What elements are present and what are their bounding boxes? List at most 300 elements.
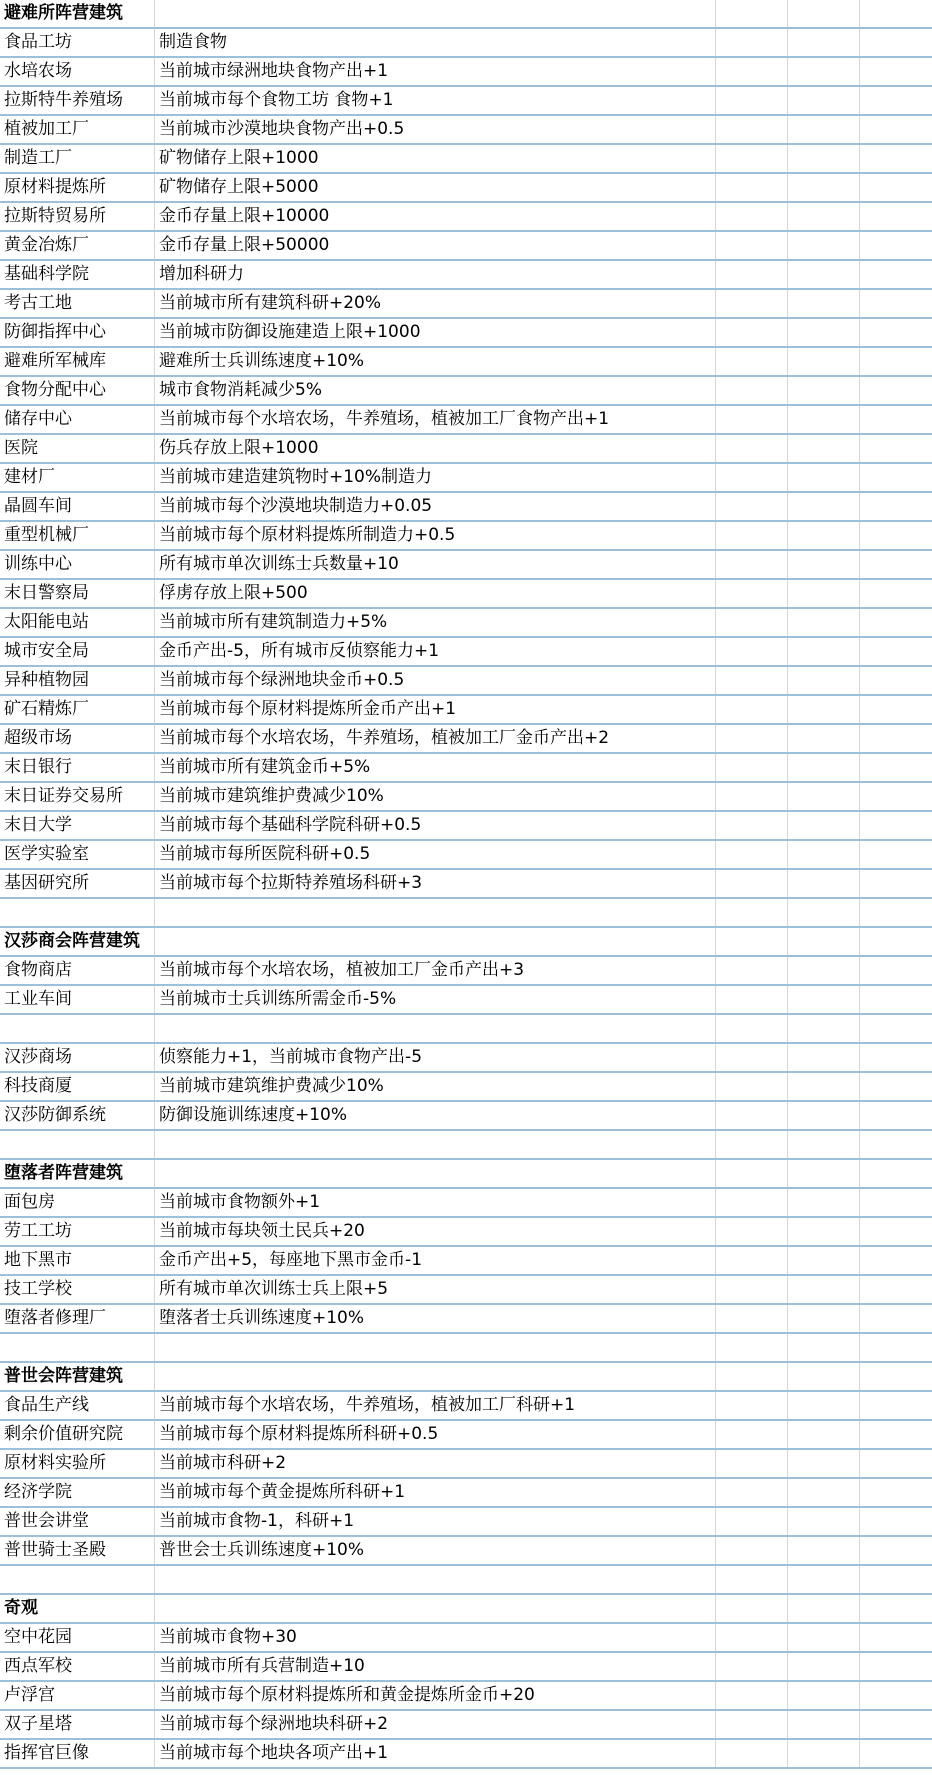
blank-cell[interactable] bbox=[788, 1334, 860, 1361]
blank-cell[interactable] bbox=[860, 464, 932, 491]
building-name-cell[interactable]: 食物商店 bbox=[0, 957, 155, 984]
blank-cell[interactable] bbox=[860, 1740, 932, 1767]
section-title-cell[interactable]: 奇观 bbox=[0, 1595, 155, 1622]
blank-cell[interactable] bbox=[788, 870, 860, 897]
blank-cell[interactable] bbox=[788, 1363, 860, 1390]
building-name-cell[interactable]: 科技商厦 bbox=[0, 1073, 155, 1100]
effect-cell[interactable]: 当前城市建筑维护费减少10% bbox=[155, 1073, 716, 1100]
effect-cell[interactable]: 当前城市所有建筑金币+5% bbox=[155, 754, 716, 781]
building-name-cell[interactable]: 汉莎商场 bbox=[0, 1044, 155, 1071]
blank-cell[interactable] bbox=[788, 1044, 860, 1071]
blank-cell[interactable] bbox=[716, 203, 788, 230]
blank-cell[interactable] bbox=[716, 638, 788, 665]
building-name-cell[interactable] bbox=[0, 1566, 155, 1593]
blank-cell[interactable] bbox=[788, 957, 860, 984]
building-name-cell[interactable]: 储存中心 bbox=[0, 406, 155, 433]
blank-cell[interactable] bbox=[716, 1218, 788, 1245]
blank-cell[interactable] bbox=[788, 435, 860, 462]
section-title-cell[interactable]: 堕落者阵营建筑 bbox=[0, 1160, 155, 1187]
effect-cell[interactable]: 当前城市每个地块各项产出+1 bbox=[155, 1740, 716, 1767]
effect-cell[interactable]: 金币产出+5，每座地下黑市金币-1 bbox=[155, 1247, 716, 1274]
blank-cell[interactable] bbox=[788, 1421, 860, 1448]
blank-cell[interactable] bbox=[716, 174, 788, 201]
blank-cell[interactable] bbox=[860, 319, 932, 346]
blank-cell[interactable] bbox=[860, 986, 932, 1013]
effect-cell[interactable]: 当前城市每个水培农场，植被加工厂金币产出+3 bbox=[155, 957, 716, 984]
blank-cell[interactable] bbox=[860, 1479, 932, 1506]
blank-cell[interactable] bbox=[860, 261, 932, 288]
blank-cell[interactable] bbox=[788, 319, 860, 346]
blank-cell[interactable] bbox=[716, 1044, 788, 1071]
blank-cell[interactable] bbox=[860, 1160, 932, 1187]
effect-cell[interactable]: 当前城市所有建筑制造力+5% bbox=[155, 609, 716, 636]
building-name-cell[interactable]: 考古工地 bbox=[0, 290, 155, 317]
blank-cell[interactable] bbox=[788, 1160, 860, 1187]
blank-cell[interactable] bbox=[860, 1305, 932, 1332]
blank-cell[interactable] bbox=[716, 1247, 788, 1274]
blank-cell[interactable] bbox=[788, 406, 860, 433]
effect-cell[interactable]: 当前城市建筑维护费减少10% bbox=[155, 783, 716, 810]
blank-cell[interactable] bbox=[860, 1218, 932, 1245]
blank-cell[interactable] bbox=[716, 928, 788, 955]
building-name-cell[interactable]: 技工学校 bbox=[0, 1276, 155, 1303]
blank-cell[interactable] bbox=[788, 232, 860, 259]
blank-cell[interactable] bbox=[716, 1711, 788, 1738]
blank-cell[interactable] bbox=[788, 783, 860, 810]
building-name-cell[interactable]: 工业车间 bbox=[0, 986, 155, 1013]
building-name-cell[interactable]: 基础科学院 bbox=[0, 261, 155, 288]
blank-cell[interactable] bbox=[860, 725, 932, 752]
effect-cell[interactable]: 避难所士兵训练速度+10% bbox=[155, 348, 716, 375]
blank-cell[interactable] bbox=[716, 725, 788, 752]
blank-cell[interactable] bbox=[788, 1595, 860, 1622]
blank-cell[interactable] bbox=[716, 1102, 788, 1129]
blank-cell[interactable] bbox=[788, 1305, 860, 1332]
building-name-cell[interactable]: 空中花园 bbox=[0, 1624, 155, 1651]
building-name-cell[interactable]: 汉莎防御系统 bbox=[0, 1102, 155, 1129]
building-name-cell[interactable]: 避难所军械库 bbox=[0, 348, 155, 375]
blank-cell[interactable] bbox=[788, 725, 860, 752]
blank-cell[interactable] bbox=[788, 1537, 860, 1564]
building-name-cell[interactable]: 防御指挥中心 bbox=[0, 319, 155, 346]
blank-cell[interactable] bbox=[788, 667, 860, 694]
building-name-cell[interactable]: 食物分配中心 bbox=[0, 377, 155, 404]
building-name-cell[interactable]: 医学实验室 bbox=[0, 841, 155, 868]
effect-cell[interactable]: 当前城市每块领土民兵+20 bbox=[155, 1218, 716, 1245]
blank-cell[interactable] bbox=[860, 1537, 932, 1564]
blank-cell[interactable] bbox=[716, 1595, 788, 1622]
blank-cell[interactable] bbox=[788, 551, 860, 578]
building-name-cell[interactable]: 晶圆车间 bbox=[0, 493, 155, 520]
blank-cell[interactable] bbox=[716, 1653, 788, 1680]
blank-cell[interactable] bbox=[716, 783, 788, 810]
blank-cell[interactable] bbox=[860, 1334, 932, 1361]
blank-cell[interactable] bbox=[788, 203, 860, 230]
blank-cell[interactable] bbox=[716, 232, 788, 259]
blank-cell[interactable] bbox=[716, 1334, 788, 1361]
blank-cell[interactable] bbox=[860, 1102, 932, 1129]
blank-cell[interactable] bbox=[860, 841, 932, 868]
blank-cell[interactable] bbox=[788, 899, 860, 926]
blank-cell[interactable] bbox=[860, 754, 932, 781]
blank-cell[interactable] bbox=[788, 580, 860, 607]
building-name-cell[interactable] bbox=[0, 1131, 155, 1158]
effect-cell[interactable]: 当前城市每个黄金提炼所科研+1 bbox=[155, 1479, 716, 1506]
building-name-cell[interactable] bbox=[0, 899, 155, 926]
effect-cell[interactable]: 城市食物消耗减少5% bbox=[155, 377, 716, 404]
blank-cell[interactable] bbox=[860, 1653, 932, 1680]
effect-cell[interactable]: 俘虏存放上限+500 bbox=[155, 580, 716, 607]
building-name-cell[interactable]: 医院 bbox=[0, 435, 155, 462]
effect-cell[interactable]: 当前城市每所医院科研+0.5 bbox=[155, 841, 716, 868]
blank-cell[interactable] bbox=[716, 1421, 788, 1448]
effect-cell[interactable]: 当前城市每个原材料提炼所制造力+0.5 bbox=[155, 522, 716, 549]
building-name-cell[interactable]: 拉斯特牛养殖场 bbox=[0, 87, 155, 114]
blank-cell[interactable] bbox=[860, 290, 932, 317]
blank-cell[interactable] bbox=[860, 522, 932, 549]
blank-cell[interactable] bbox=[716, 1566, 788, 1593]
blank-cell[interactable] bbox=[788, 609, 860, 636]
blank-cell[interactable] bbox=[860, 812, 932, 839]
blank-cell[interactable] bbox=[860, 406, 932, 433]
blank-cell[interactable] bbox=[860, 1624, 932, 1651]
effect-cell[interactable]: 当前城市每个水培农场，牛养殖场，植被加工厂金币产出+2 bbox=[155, 725, 716, 752]
blank-cell[interactable] bbox=[788, 1450, 860, 1477]
blank-cell[interactable] bbox=[716, 1450, 788, 1477]
effect-cell[interactable]: 堕落者士兵训练速度+10% bbox=[155, 1305, 716, 1332]
blank-cell[interactable] bbox=[788, 58, 860, 85]
blank-cell[interactable] bbox=[860, 899, 932, 926]
building-name-cell[interactable]: 制造工厂 bbox=[0, 145, 155, 172]
blank-cell[interactable] bbox=[860, 1363, 932, 1390]
blank-cell[interactable] bbox=[860, 435, 932, 462]
blank-cell[interactable] bbox=[716, 435, 788, 462]
blank-cell[interactable] bbox=[788, 1566, 860, 1593]
blank-cell[interactable] bbox=[788, 1740, 860, 1767]
building-name-cell[interactable]: 太阳能电站 bbox=[0, 609, 155, 636]
blank-cell[interactable] bbox=[716, 870, 788, 897]
blank-cell[interactable] bbox=[716, 812, 788, 839]
blank-cell[interactable] bbox=[788, 174, 860, 201]
building-name-cell[interactable]: 食品生产线 bbox=[0, 1392, 155, 1419]
building-name-cell[interactable]: 卢浮宫 bbox=[0, 1682, 155, 1709]
blank-cell[interactable] bbox=[860, 609, 932, 636]
blank-cell[interactable] bbox=[716, 1189, 788, 1216]
effect-cell[interactable]: 矿物储存上限+1000 bbox=[155, 145, 716, 172]
effect-cell[interactable] bbox=[155, 1160, 716, 1187]
blank-cell[interactable] bbox=[788, 377, 860, 404]
blank-cell[interactable] bbox=[716, 754, 788, 781]
blank-cell[interactable] bbox=[860, 1247, 932, 1274]
building-name-cell[interactable]: 城市安全局 bbox=[0, 638, 155, 665]
blank-cell[interactable] bbox=[716, 290, 788, 317]
effect-cell[interactable]: 当前城市每个原材料提炼所金币产出+1 bbox=[155, 696, 716, 723]
blank-cell[interactable] bbox=[716, 957, 788, 984]
blank-cell[interactable] bbox=[860, 1682, 932, 1709]
building-name-cell[interactable]: 地下黑市 bbox=[0, 1247, 155, 1274]
blank-cell[interactable] bbox=[716, 464, 788, 491]
blank-cell[interactable] bbox=[788, 1624, 860, 1651]
blank-cell[interactable] bbox=[860, 0, 932, 27]
effect-cell[interactable]: 伤兵存放上限+1000 bbox=[155, 435, 716, 462]
effect-cell[interactable]: 当前城市每个绿洲地块科研+2 bbox=[155, 1711, 716, 1738]
blank-cell[interactable] bbox=[716, 667, 788, 694]
blank-cell[interactable] bbox=[716, 377, 788, 404]
blank-cell[interactable] bbox=[788, 812, 860, 839]
effect-cell[interactable]: 当前城市科研+2 bbox=[155, 1450, 716, 1477]
effect-cell[interactable]: 制造食物 bbox=[155, 29, 716, 56]
building-name-cell[interactable]: 末日证券交易所 bbox=[0, 783, 155, 810]
effect-cell[interactable] bbox=[155, 1015, 716, 1042]
blank-cell[interactable] bbox=[860, 1450, 932, 1477]
effect-cell[interactable]: 当前城市所有建筑科研+20% bbox=[155, 290, 716, 317]
blank-cell[interactable] bbox=[716, 1508, 788, 1535]
building-name-cell[interactable]: 堕落者修理厂 bbox=[0, 1305, 155, 1332]
effect-cell[interactable] bbox=[155, 899, 716, 926]
blank-cell[interactable] bbox=[716, 696, 788, 723]
effect-cell[interactable]: 当前城市每个水培农场，牛养殖场，植被加工厂食物产出+1 bbox=[155, 406, 716, 433]
effect-cell[interactable]: 当前城市每个沙漠地块制造力+0.05 bbox=[155, 493, 716, 520]
section-title-cell[interactable]: 避难所阵营建筑 bbox=[0, 0, 155, 27]
blank-cell[interactable] bbox=[716, 841, 788, 868]
effect-cell[interactable]: 防御设施训练速度+10% bbox=[155, 1102, 716, 1129]
blank-cell[interactable] bbox=[716, 116, 788, 143]
blank-cell[interactable] bbox=[788, 0, 860, 27]
blank-cell[interactable] bbox=[860, 1015, 932, 1042]
building-name-cell[interactable] bbox=[0, 1015, 155, 1042]
building-name-cell[interactable]: 矿石精炼厂 bbox=[0, 696, 155, 723]
blank-cell[interactable] bbox=[716, 1363, 788, 1390]
blank-cell[interactable] bbox=[860, 58, 932, 85]
building-name-cell[interactable]: 建材厂 bbox=[0, 464, 155, 491]
effect-cell[interactable]: 所有城市单次训练士兵上限+5 bbox=[155, 1276, 716, 1303]
blank-cell[interactable] bbox=[860, 203, 932, 230]
blank-cell[interactable] bbox=[788, 1392, 860, 1419]
blank-cell[interactable] bbox=[860, 348, 932, 375]
effect-cell[interactable] bbox=[155, 1363, 716, 1390]
blank-cell[interactable] bbox=[860, 1508, 932, 1535]
blank-cell[interactable] bbox=[716, 1392, 788, 1419]
effect-cell[interactable]: 当前城市每个绿洲地块金币+0.5 bbox=[155, 667, 716, 694]
effect-cell[interactable]: 当前城市沙漠地块食物产出+0.5 bbox=[155, 116, 716, 143]
blank-cell[interactable] bbox=[788, 116, 860, 143]
blank-cell[interactable] bbox=[716, 1305, 788, 1332]
building-name-cell[interactable]: 异种植物园 bbox=[0, 667, 155, 694]
blank-cell[interactable] bbox=[860, 957, 932, 984]
building-name-cell[interactable]: 面包房 bbox=[0, 1189, 155, 1216]
blank-cell[interactable] bbox=[788, 1653, 860, 1680]
blank-cell[interactable] bbox=[860, 667, 932, 694]
blank-cell[interactable] bbox=[788, 1102, 860, 1129]
section-title-cell[interactable]: 普世会阵营建筑 bbox=[0, 1363, 155, 1390]
effect-cell[interactable] bbox=[155, 1566, 716, 1593]
effect-cell[interactable]: 侦察能力+1，当前城市食物产出-5 bbox=[155, 1044, 716, 1071]
effect-cell[interactable]: 当前城市每个原材料提炼所科研+0.5 bbox=[155, 1421, 716, 1448]
blank-cell[interactable] bbox=[788, 87, 860, 114]
blank-cell[interactable] bbox=[788, 522, 860, 549]
building-name-cell[interactable]: 双子星塔 bbox=[0, 1711, 155, 1738]
blank-cell[interactable] bbox=[860, 783, 932, 810]
building-name-cell[interactable]: 末日大学 bbox=[0, 812, 155, 839]
building-name-cell[interactable]: 拉斯特贸易所 bbox=[0, 203, 155, 230]
effect-cell[interactable]: 当前城市每个食物工坊 食物+1 bbox=[155, 87, 716, 114]
blank-cell[interactable] bbox=[716, 1131, 788, 1158]
blank-cell[interactable] bbox=[716, 87, 788, 114]
blank-cell[interactable] bbox=[860, 1189, 932, 1216]
building-name-cell[interactable] bbox=[0, 1334, 155, 1361]
building-name-cell[interactable]: 训练中心 bbox=[0, 551, 155, 578]
blank-cell[interactable] bbox=[788, 29, 860, 56]
blank-cell[interactable] bbox=[860, 1566, 932, 1593]
effect-cell[interactable]: 金币存量上限+50000 bbox=[155, 232, 716, 259]
blank-cell[interactable] bbox=[788, 1508, 860, 1535]
effect-cell[interactable]: 增加科研力 bbox=[155, 261, 716, 288]
blank-cell[interactable] bbox=[860, 1421, 932, 1448]
blank-cell[interactable] bbox=[860, 145, 932, 172]
effect-cell[interactable] bbox=[155, 1131, 716, 1158]
effect-cell[interactable]: 当前城市食物+30 bbox=[155, 1624, 716, 1651]
blank-cell[interactable] bbox=[788, 986, 860, 1013]
effect-cell[interactable] bbox=[155, 0, 716, 27]
blank-cell[interactable] bbox=[788, 1073, 860, 1100]
effect-cell[interactable]: 金币产出-5，所有城市反侦察能力+1 bbox=[155, 638, 716, 665]
blank-cell[interactable] bbox=[860, 493, 932, 520]
blank-cell[interactable] bbox=[860, 1392, 932, 1419]
blank-cell[interactable] bbox=[860, 377, 932, 404]
effect-cell[interactable]: 矿物储存上限+5000 bbox=[155, 174, 716, 201]
blank-cell[interactable] bbox=[788, 145, 860, 172]
blank-cell[interactable] bbox=[860, 1711, 932, 1738]
blank-cell[interactable] bbox=[860, 1073, 932, 1100]
blank-cell[interactable] bbox=[788, 464, 860, 491]
building-name-cell[interactable]: 重型机械厂 bbox=[0, 522, 155, 549]
building-name-cell[interactable]: 末日警察局 bbox=[0, 580, 155, 607]
building-name-cell[interactable]: 经济学院 bbox=[0, 1479, 155, 1506]
blank-cell[interactable] bbox=[788, 1247, 860, 1274]
effect-cell[interactable]: 当前城市每个拉斯特养殖场科研+3 bbox=[155, 870, 716, 897]
blank-cell[interactable] bbox=[860, 870, 932, 897]
blank-cell[interactable] bbox=[716, 406, 788, 433]
effect-cell[interactable] bbox=[155, 1595, 716, 1622]
blank-cell[interactable] bbox=[788, 493, 860, 520]
effect-cell[interactable] bbox=[155, 1334, 716, 1361]
blank-cell[interactable] bbox=[788, 696, 860, 723]
blank-cell[interactable] bbox=[716, 0, 788, 27]
building-name-cell[interactable]: 西点军校 bbox=[0, 1653, 155, 1680]
blank-cell[interactable] bbox=[788, 1131, 860, 1158]
blank-cell[interactable] bbox=[788, 1015, 860, 1042]
blank-cell[interactable] bbox=[788, 1276, 860, 1303]
building-name-cell[interactable]: 指挥官巨像 bbox=[0, 1740, 155, 1767]
blank-cell[interactable] bbox=[860, 638, 932, 665]
blank-cell[interactable] bbox=[716, 1740, 788, 1767]
blank-cell[interactable] bbox=[860, 580, 932, 607]
building-name-cell[interactable]: 食品工坊 bbox=[0, 29, 155, 56]
building-name-cell[interactable]: 原材料实验所 bbox=[0, 1450, 155, 1477]
blank-cell[interactable] bbox=[860, 87, 932, 114]
blank-cell[interactable] bbox=[788, 1682, 860, 1709]
blank-cell[interactable] bbox=[788, 261, 860, 288]
effect-cell[interactable]: 当前城市食物额外+1 bbox=[155, 1189, 716, 1216]
building-name-cell[interactable]: 普世骑士圣殿 bbox=[0, 1537, 155, 1564]
building-name-cell[interactable]: 基因研究所 bbox=[0, 870, 155, 897]
blank-cell[interactable] bbox=[788, 928, 860, 955]
blank-cell[interactable] bbox=[788, 638, 860, 665]
blank-cell[interactable] bbox=[716, 1537, 788, 1564]
building-name-cell[interactable]: 末日银行 bbox=[0, 754, 155, 781]
effect-cell[interactable]: 当前城市食物-1，科研+1 bbox=[155, 1508, 716, 1535]
blank-cell[interactable] bbox=[716, 580, 788, 607]
blank-cell[interactable] bbox=[716, 1276, 788, 1303]
effect-cell[interactable] bbox=[155, 928, 716, 955]
effect-cell[interactable]: 当前城市建造建筑物时+10%制造力 bbox=[155, 464, 716, 491]
effect-cell[interactable]: 金币存量上限+10000 bbox=[155, 203, 716, 230]
effect-cell[interactable]: 当前城市绿洲地块食物产出+1 bbox=[155, 58, 716, 85]
blank-cell[interactable] bbox=[788, 290, 860, 317]
blank-cell[interactable] bbox=[716, 1479, 788, 1506]
blank-cell[interactable] bbox=[788, 754, 860, 781]
blank-cell[interactable] bbox=[860, 1595, 932, 1622]
blank-cell[interactable] bbox=[860, 29, 932, 56]
building-name-cell[interactable]: 劳工工坊 bbox=[0, 1218, 155, 1245]
blank-cell[interactable] bbox=[716, 1624, 788, 1651]
effect-cell[interactable]: 所有城市单次训练士兵数量+10 bbox=[155, 551, 716, 578]
blank-cell[interactable] bbox=[716, 1073, 788, 1100]
blank-cell[interactable] bbox=[860, 1131, 932, 1158]
blank-cell[interactable] bbox=[716, 261, 788, 288]
blank-cell[interactable] bbox=[716, 609, 788, 636]
blank-cell[interactable] bbox=[716, 319, 788, 346]
effect-cell[interactable]: 当前城市所有兵营制造+10 bbox=[155, 1653, 716, 1680]
building-name-cell[interactable]: 水培农场 bbox=[0, 58, 155, 85]
blank-cell[interactable] bbox=[716, 986, 788, 1013]
building-name-cell[interactable]: 黄金冶炼厂 bbox=[0, 232, 155, 259]
effect-cell[interactable]: 当前城市士兵训练所需金币-5% bbox=[155, 986, 716, 1013]
building-name-cell[interactable]: 剩余价值研究院 bbox=[0, 1421, 155, 1448]
blank-cell[interactable] bbox=[860, 928, 932, 955]
effect-cell[interactable]: 当前城市防御设施建造上限+1000 bbox=[155, 319, 716, 346]
blank-cell[interactable] bbox=[860, 551, 932, 578]
blank-cell[interactable] bbox=[716, 29, 788, 56]
building-name-cell[interactable]: 超级市场 bbox=[0, 725, 155, 752]
blank-cell[interactable] bbox=[788, 1218, 860, 1245]
blank-cell[interactable] bbox=[788, 841, 860, 868]
blank-cell[interactable] bbox=[860, 116, 932, 143]
blank-cell[interactable] bbox=[788, 1711, 860, 1738]
building-name-cell[interactable]: 植被加工厂 bbox=[0, 116, 155, 143]
blank-cell[interactable] bbox=[716, 1160, 788, 1187]
blank-cell[interactable] bbox=[716, 1682, 788, 1709]
blank-cell[interactable] bbox=[860, 696, 932, 723]
blank-cell[interactable] bbox=[716, 58, 788, 85]
effect-cell[interactable]: 当前城市每个原材料提炼所和黄金提炼所金币+20 bbox=[155, 1682, 716, 1709]
blank-cell[interactable] bbox=[716, 522, 788, 549]
blank-cell[interactable] bbox=[716, 493, 788, 520]
blank-cell[interactable] bbox=[860, 232, 932, 259]
blank-cell[interactable] bbox=[716, 145, 788, 172]
blank-cell[interactable] bbox=[716, 551, 788, 578]
blank-cell[interactable] bbox=[716, 1015, 788, 1042]
building-name-cell[interactable]: 普世会讲堂 bbox=[0, 1508, 155, 1535]
building-name-cell[interactable]: 原材料提炼所 bbox=[0, 174, 155, 201]
blank-cell[interactable] bbox=[860, 174, 932, 201]
blank-cell[interactable] bbox=[788, 348, 860, 375]
blank-cell[interactable] bbox=[716, 899, 788, 926]
blank-cell[interactable] bbox=[788, 1189, 860, 1216]
blank-cell[interactable] bbox=[788, 1479, 860, 1506]
blank-cell[interactable] bbox=[860, 1044, 932, 1071]
effect-cell[interactable]: 当前城市每个基础科学院科研+0.5 bbox=[155, 812, 716, 839]
